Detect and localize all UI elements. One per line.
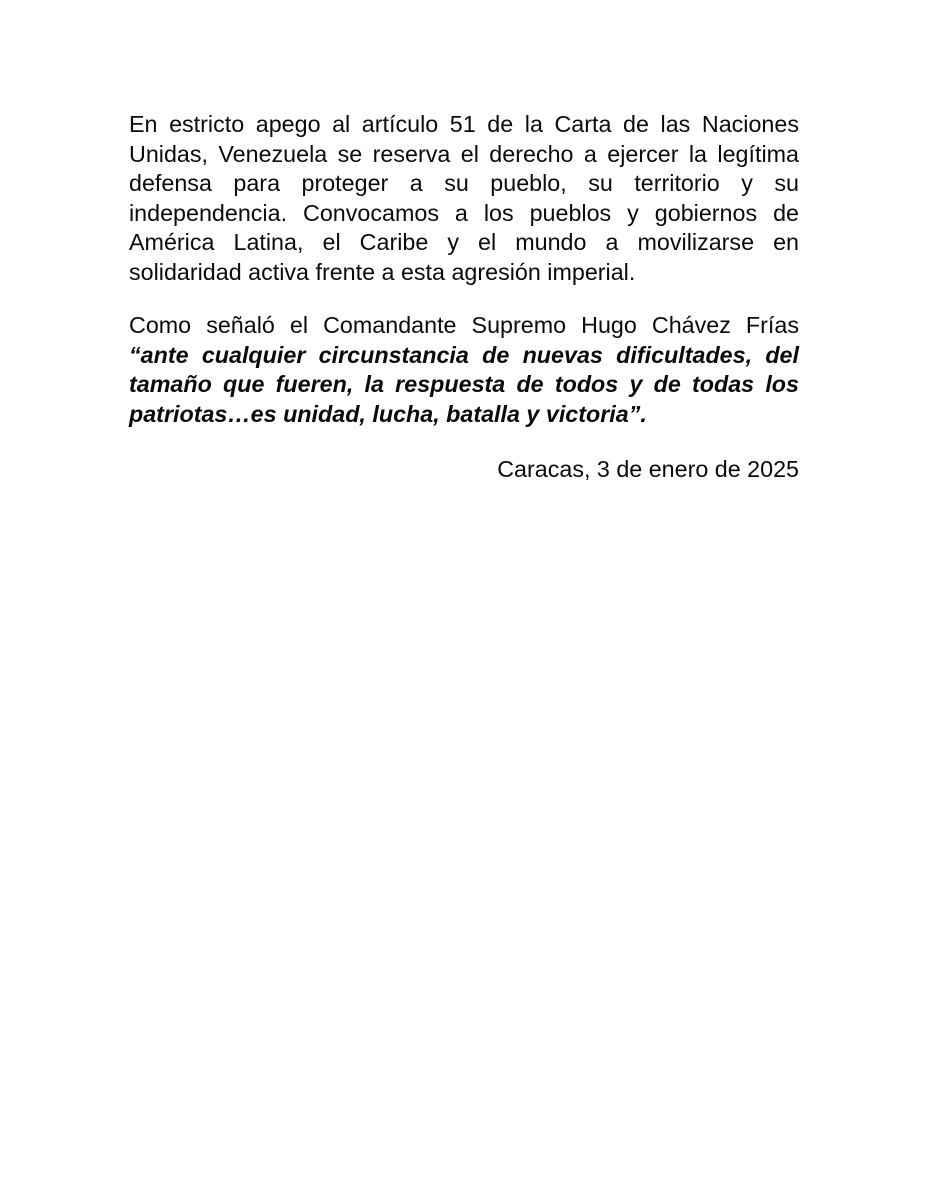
quote-attribution: Como señaló el Comandante Supremo Hugo Chávez Frías [129,312,799,338]
document-body [129,110,799,485]
paragraph-chavez-quote [129,311,799,429]
chavez-quote: “ante cualquier circunstancia de nuevas dificultades, del tamaño que fueren, la respuesta de todos y de todas los patriotas…es unidad, lucha, batalla y victoria”. [129,341,799,427]
place-and-date: Caracas, 3 de enero de 2025 [497,456,799,482]
paragraph-legitimate-defense: En estricto apego al artículo 51 de la Carta de las Naciones Unidas, Venezuela se reserva el derecho a ejercer la legítima defensa para proteger a su pueblo, su territorio y su independencia. Convocamos a los pueblos y gobiernos de América Latina, el Caribe y el mundo a movilizarse en solidaridad activa frente a esta agresión imperial. [129,111,799,285]
